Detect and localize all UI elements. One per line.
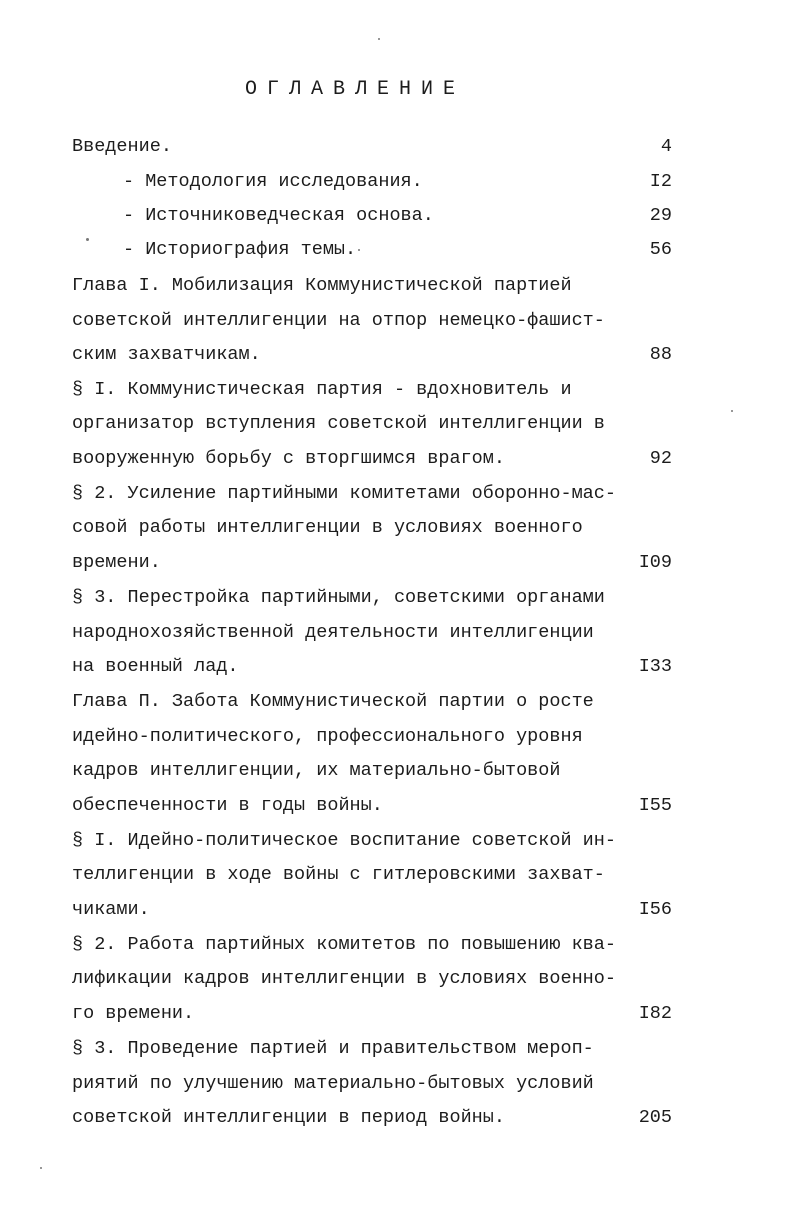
toc-intro-item: - Историография темы.: [123, 239, 357, 260]
chapter-2-section-1-page: I56: [638, 899, 672, 920]
chapter-2-page: I55: [638, 795, 672, 816]
chapter-1-title-line: ским захватчикам.: [72, 344, 261, 365]
chapter-1-section-3-line: на военный лад.: [72, 656, 239, 677]
toc-intro-item: - Источниковедческая основа.: [123, 205, 434, 226]
chapter-1-title-line: советской интеллигенции на отпор немецко-фашист-: [72, 310, 605, 331]
chapter-2-section-3-line: § 3. Проведение партией и правительством мероп-: [72, 1038, 594, 1059]
toc-intro-item-page: 56: [649, 239, 672, 260]
toc-intro-label: Введение.: [72, 136, 172, 157]
page-title: ОГЛАВЛЕНИЕ: [244, 78, 466, 101]
toc-intro-item-page: I2: [649, 171, 672, 192]
chapter-2-section-1-line: § I. Идейно-политическое воспитание советской ин-: [72, 830, 616, 851]
chapter-2-section-3-page: 205: [638, 1107, 672, 1128]
chapter-2-title-line: Глава П. Забота Коммунистической партии о росте: [72, 691, 594, 712]
scan-speck: [378, 38, 380, 40]
chapter-2-section-2-line: лификации кадров интеллигенции в условиях военно-: [72, 968, 616, 989]
chapter-2-section-1-line: теллигенции в ходе войны с гитлеровскими захват-: [72, 864, 605, 885]
chapter-2-section-2-page: I82: [638, 1003, 672, 1024]
chapter-2-title-line: кадров интеллигенции, их материально-бытовой: [72, 760, 561, 781]
scan-speck: [358, 249, 360, 251]
toc-intro-page: 4: [660, 136, 672, 157]
chapter-1-section-2-page: I09: [638, 552, 672, 573]
chapter-2-section-3-line: риятий по улучшению материально-бытовых условий: [72, 1073, 594, 1094]
chapter-1-section-2-line: времени.: [72, 552, 161, 573]
chapter-1-section-3-page: I33: [638, 656, 672, 677]
chapter-1-section-1-line: вооруженную борьбу с вторгшимся врагом.: [72, 448, 505, 469]
chapter-2-section-3-line: советской интеллигенции в период войны.: [72, 1107, 505, 1128]
chapter-1-section-1-line: § I. Коммунистическая партия - вдохновитель и: [72, 379, 572, 400]
chapter-1-section-2-line: § 2. Усиление партийными комитетами оборонно-мас-: [72, 483, 616, 504]
scan-speck: [86, 238, 89, 241]
toc-intro-item: - Методология исследования.: [123, 171, 423, 192]
scan-speck: [40, 1167, 42, 1169]
chapter-2-title-line: обеспеченности в годы войны.: [72, 795, 383, 816]
chapter-1-section-1-line: организатор вступления советской интеллигенции в: [72, 413, 605, 434]
chapter-1-section-3-line: § 3. Перестройка партийными, советскими органами: [72, 587, 605, 608]
toc-intro-item-page: 29: [649, 205, 672, 226]
chapter-2-section-2-line: § 2. Работа партийных комитетов по повышению ква-: [72, 934, 616, 955]
scan-speck: [731, 410, 733, 412]
chapter-1-section-2-line: совой работы интеллигенции в условиях военного: [72, 517, 583, 538]
chapter-2-section-2-line: го времени.: [72, 1003, 195, 1024]
chapter-1-section-1-page: 92: [649, 448, 672, 469]
chapter-2-title-line: идейно-политического, профессионального уровня: [72, 726, 583, 747]
chapter-1-section-3-line: народнохозяйственной деятельности интеллигенции: [72, 622, 594, 643]
chapter-1-title-line: Глава I. Мобилизация Коммунистической партией: [72, 275, 572, 296]
chapter-1-page: 88: [649, 344, 672, 365]
chapter-2-section-1-line: чиками.: [72, 899, 150, 920]
